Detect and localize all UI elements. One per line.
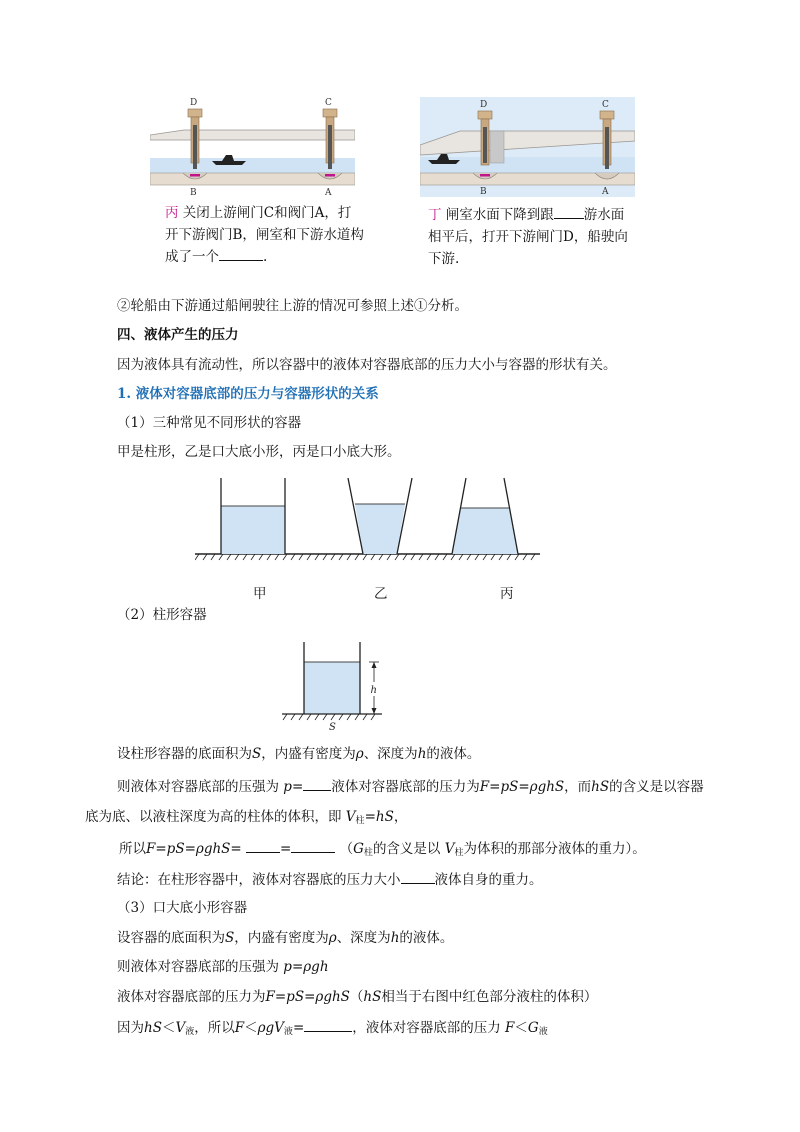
paragraph: 底为底、以液柱深度为高的柱体的体积，即 $V_柱=hS$， bbox=[85, 809, 408, 826]
area-label: S bbox=[329, 722, 336, 733]
paragraph: 则液体对容器底部的压强为 p=ρgh bbox=[117, 959, 329, 975]
paragraph: 则液体对容器底部的压强为 p= 液体对容器底部的压力为F=pS=ρghS，而hS的含义是以容器 bbox=[117, 776, 704, 797]
ship-icon bbox=[212, 161, 246, 165]
lock-caption-left: 丙 关闭上游闸门C和阀门A，打 开下游阀门B，闸室和下游水道构 成了一个 . bbox=[165, 205, 364, 265]
paragraph: 设柱形容器的底面积为S，内盛有密度为ρ、深度为h的液体。 bbox=[117, 746, 481, 762]
paragraph: 设容器的底面积为S，内盛有密度为ρ、深度为h的液体。 bbox=[117, 930, 454, 946]
blank[interactable] bbox=[401, 869, 435, 884]
blank[interactable] bbox=[246, 838, 280, 853]
ship-icon bbox=[428, 160, 460, 164]
container-label-bing: 丙 bbox=[500, 586, 514, 602]
blank[interactable] bbox=[304, 1017, 352, 1032]
blank[interactable] bbox=[291, 838, 335, 853]
list-item: （3）口大底小形容器 bbox=[117, 900, 248, 916]
container-label-yi: 乙 bbox=[374, 586, 388, 602]
caption-label: 丁 bbox=[428, 207, 442, 223]
lock-caption-right: 丁 闸室水面下降到跟 游水面 相平后，打开下游闸门D，船驶向 下游. bbox=[428, 204, 658, 270]
svg-text:A: A bbox=[325, 188, 332, 198]
svg-text:D: D bbox=[190, 98, 198, 108]
paragraph: 所以$F=pS=\rho ghS= = (G_柱$的含义是以 $V_柱$为体积的那部分液体的重力）。 bbox=[119, 838, 646, 863]
svg-text:C: C bbox=[602, 100, 609, 110]
svg-text:A: A bbox=[602, 187, 609, 197]
lock-diagram-right bbox=[420, 97, 635, 197]
paragraph: 甲是柱形，乙是口大底小形，丙是口小底大形。 bbox=[117, 444, 401, 460]
height-label: h bbox=[370, 685, 377, 696]
section-heading: 四、液体产生的压力 bbox=[117, 327, 239, 343]
list-item: （1）三种常见不同形状的容器 bbox=[117, 415, 302, 431]
blank[interactable] bbox=[219, 246, 263, 261]
blank[interactable] bbox=[554, 204, 584, 219]
cylinder-container-figure bbox=[282, 640, 392, 736]
caption-label: 丙 bbox=[165, 205, 179, 221]
svg-text:C: C bbox=[325, 98, 332, 108]
paragraph: 因为液体具有流动性，所以容器中的液体对容器底部的压力大小与容器的形状有关。 bbox=[117, 357, 617, 373]
container-label-jia: 甲 bbox=[253, 586, 267, 602]
paragraph: 液体对容器底部的压力为F=pS=ρghS（hS相当于右图中红色部分液柱的体积） bbox=[117, 989, 598, 1005]
paragraph: 结论：在柱形容器中，液体对容器底的压力大小 液体自身的重力。 bbox=[117, 869, 543, 890]
paragraph: ②轮船由下游通过船闸驶往上游的情况可参照上述①分析。 bbox=[117, 298, 468, 314]
list-item: （2）柱形容器 bbox=[117, 607, 207, 623]
paragraph: 因为$hS<V_液$，所以F＜ρgV$_液$= ，液体对容器底部的压力 $F<G_液$ bbox=[117, 1017, 548, 1042]
svg-text:B: B bbox=[480, 187, 487, 197]
svg-text:B: B bbox=[190, 188, 197, 198]
lock-figure-right bbox=[420, 97, 635, 197]
lock-diagram-left bbox=[150, 95, 355, 198]
blank[interactable] bbox=[303, 776, 331, 791]
svg-text:D: D bbox=[480, 100, 488, 110]
lock-figure-left bbox=[150, 95, 355, 198]
subsection-heading: 1. 液体对容器底部的压力与容器形状的关系 bbox=[117, 386, 379, 402]
three-containers-figure bbox=[195, 476, 540, 564]
